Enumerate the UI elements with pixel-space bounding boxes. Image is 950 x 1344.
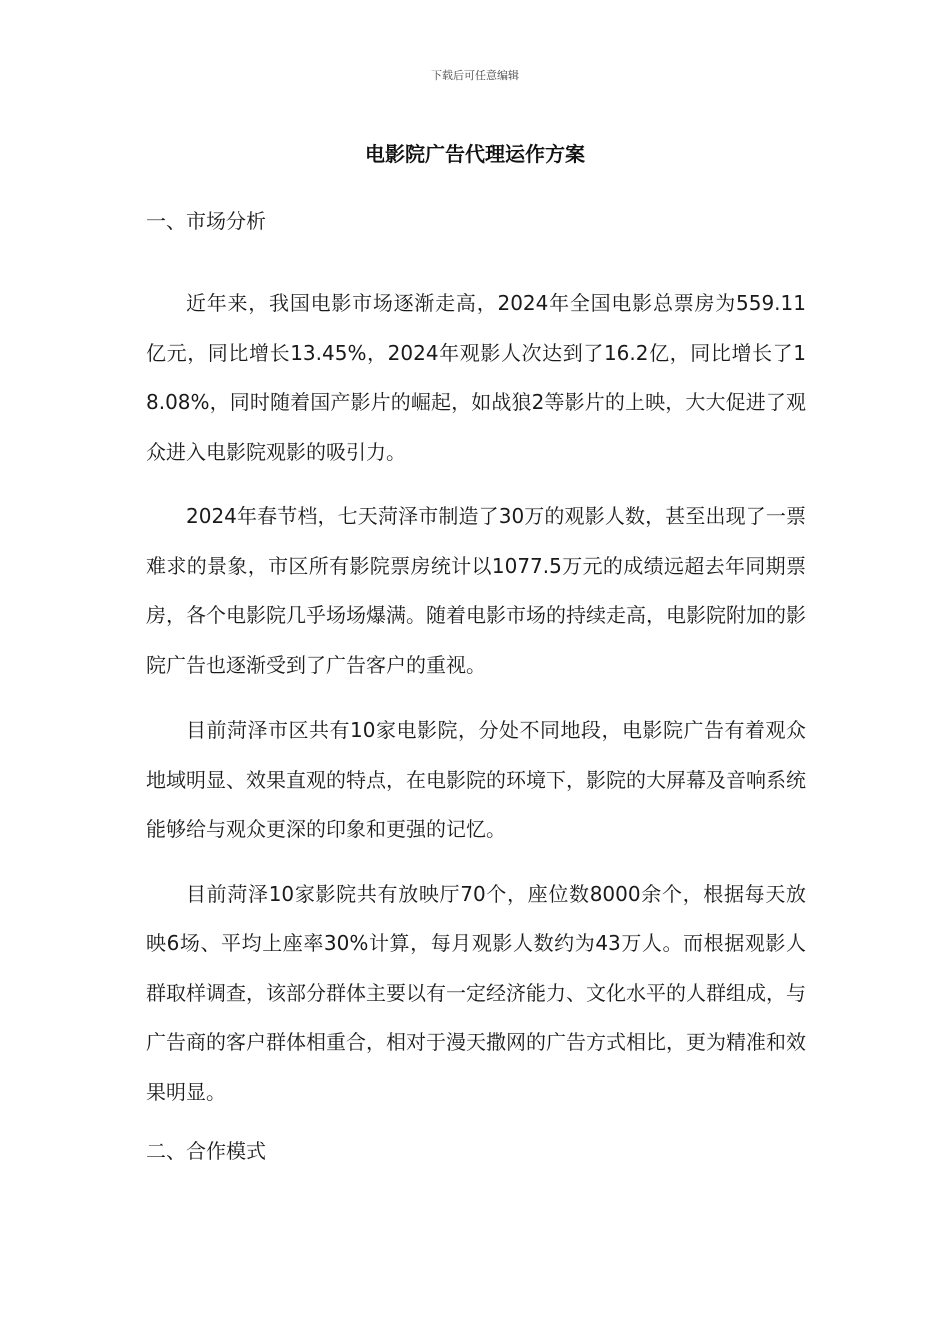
document-title: 电影院广告代理运作方案 <box>365 142 585 166</box>
section-heading-market-analysis: 一、市场分析 <box>146 209 266 233</box>
paragraph-audience-estimate: 目前菏泽10家影院共有放映厅70个，座位数8000余个，根据每天放映6场、平均上座率30%计算，每月观影人数约为43万人。而根据观影人群取样调查，该部分群体主要以有一定经济能力、文化水平的人群组成，与广告商的客户群体相重合，相对于漫天撒网的广告方式相比，更为精准和效果明显。 <box>146 881 806 1104</box>
section-heading-cooperation-mode: 二、合作模式 <box>146 1139 266 1163</box>
paragraph-box-office: 近年来，我国电影市场逐渐走高，2024年全国电影总票房为559.11亿元，同比增长13.45%，2024年观影人次达到了16.2亿，同比增长了18.08%，同时随着国产影片的崛起，如战狼2等影片的上映，大大促进了观众进入电影院观影的吸引力。 <box>146 291 806 464</box>
paragraph-cinema-count: 目前菏泽市区共有10家电影院，分处不同地段，电影院广告有着观众地域明显、效果直观的特点，在电影院的环境下，影院的大屏幕及音响系统能够给与观众更深的印象和更强的记忆。 <box>146 718 806 841</box>
header-note: 下载后可任意编辑 <box>431 69 519 82</box>
paragraph-spring-festival: 2024年春节档，七天菏泽市制造了30万的观影人数，甚至出现了一票难求的景象，市区所有影院票房统计以1077.5万元的成绩远超去年同期票房，各个电影院几乎场场爆满。随着电影市场的持续走高，电影院附加的影院广告也逐渐受到了广告客户的重视。 <box>146 504 806 677</box>
document-body <box>146 200 806 1167</box>
